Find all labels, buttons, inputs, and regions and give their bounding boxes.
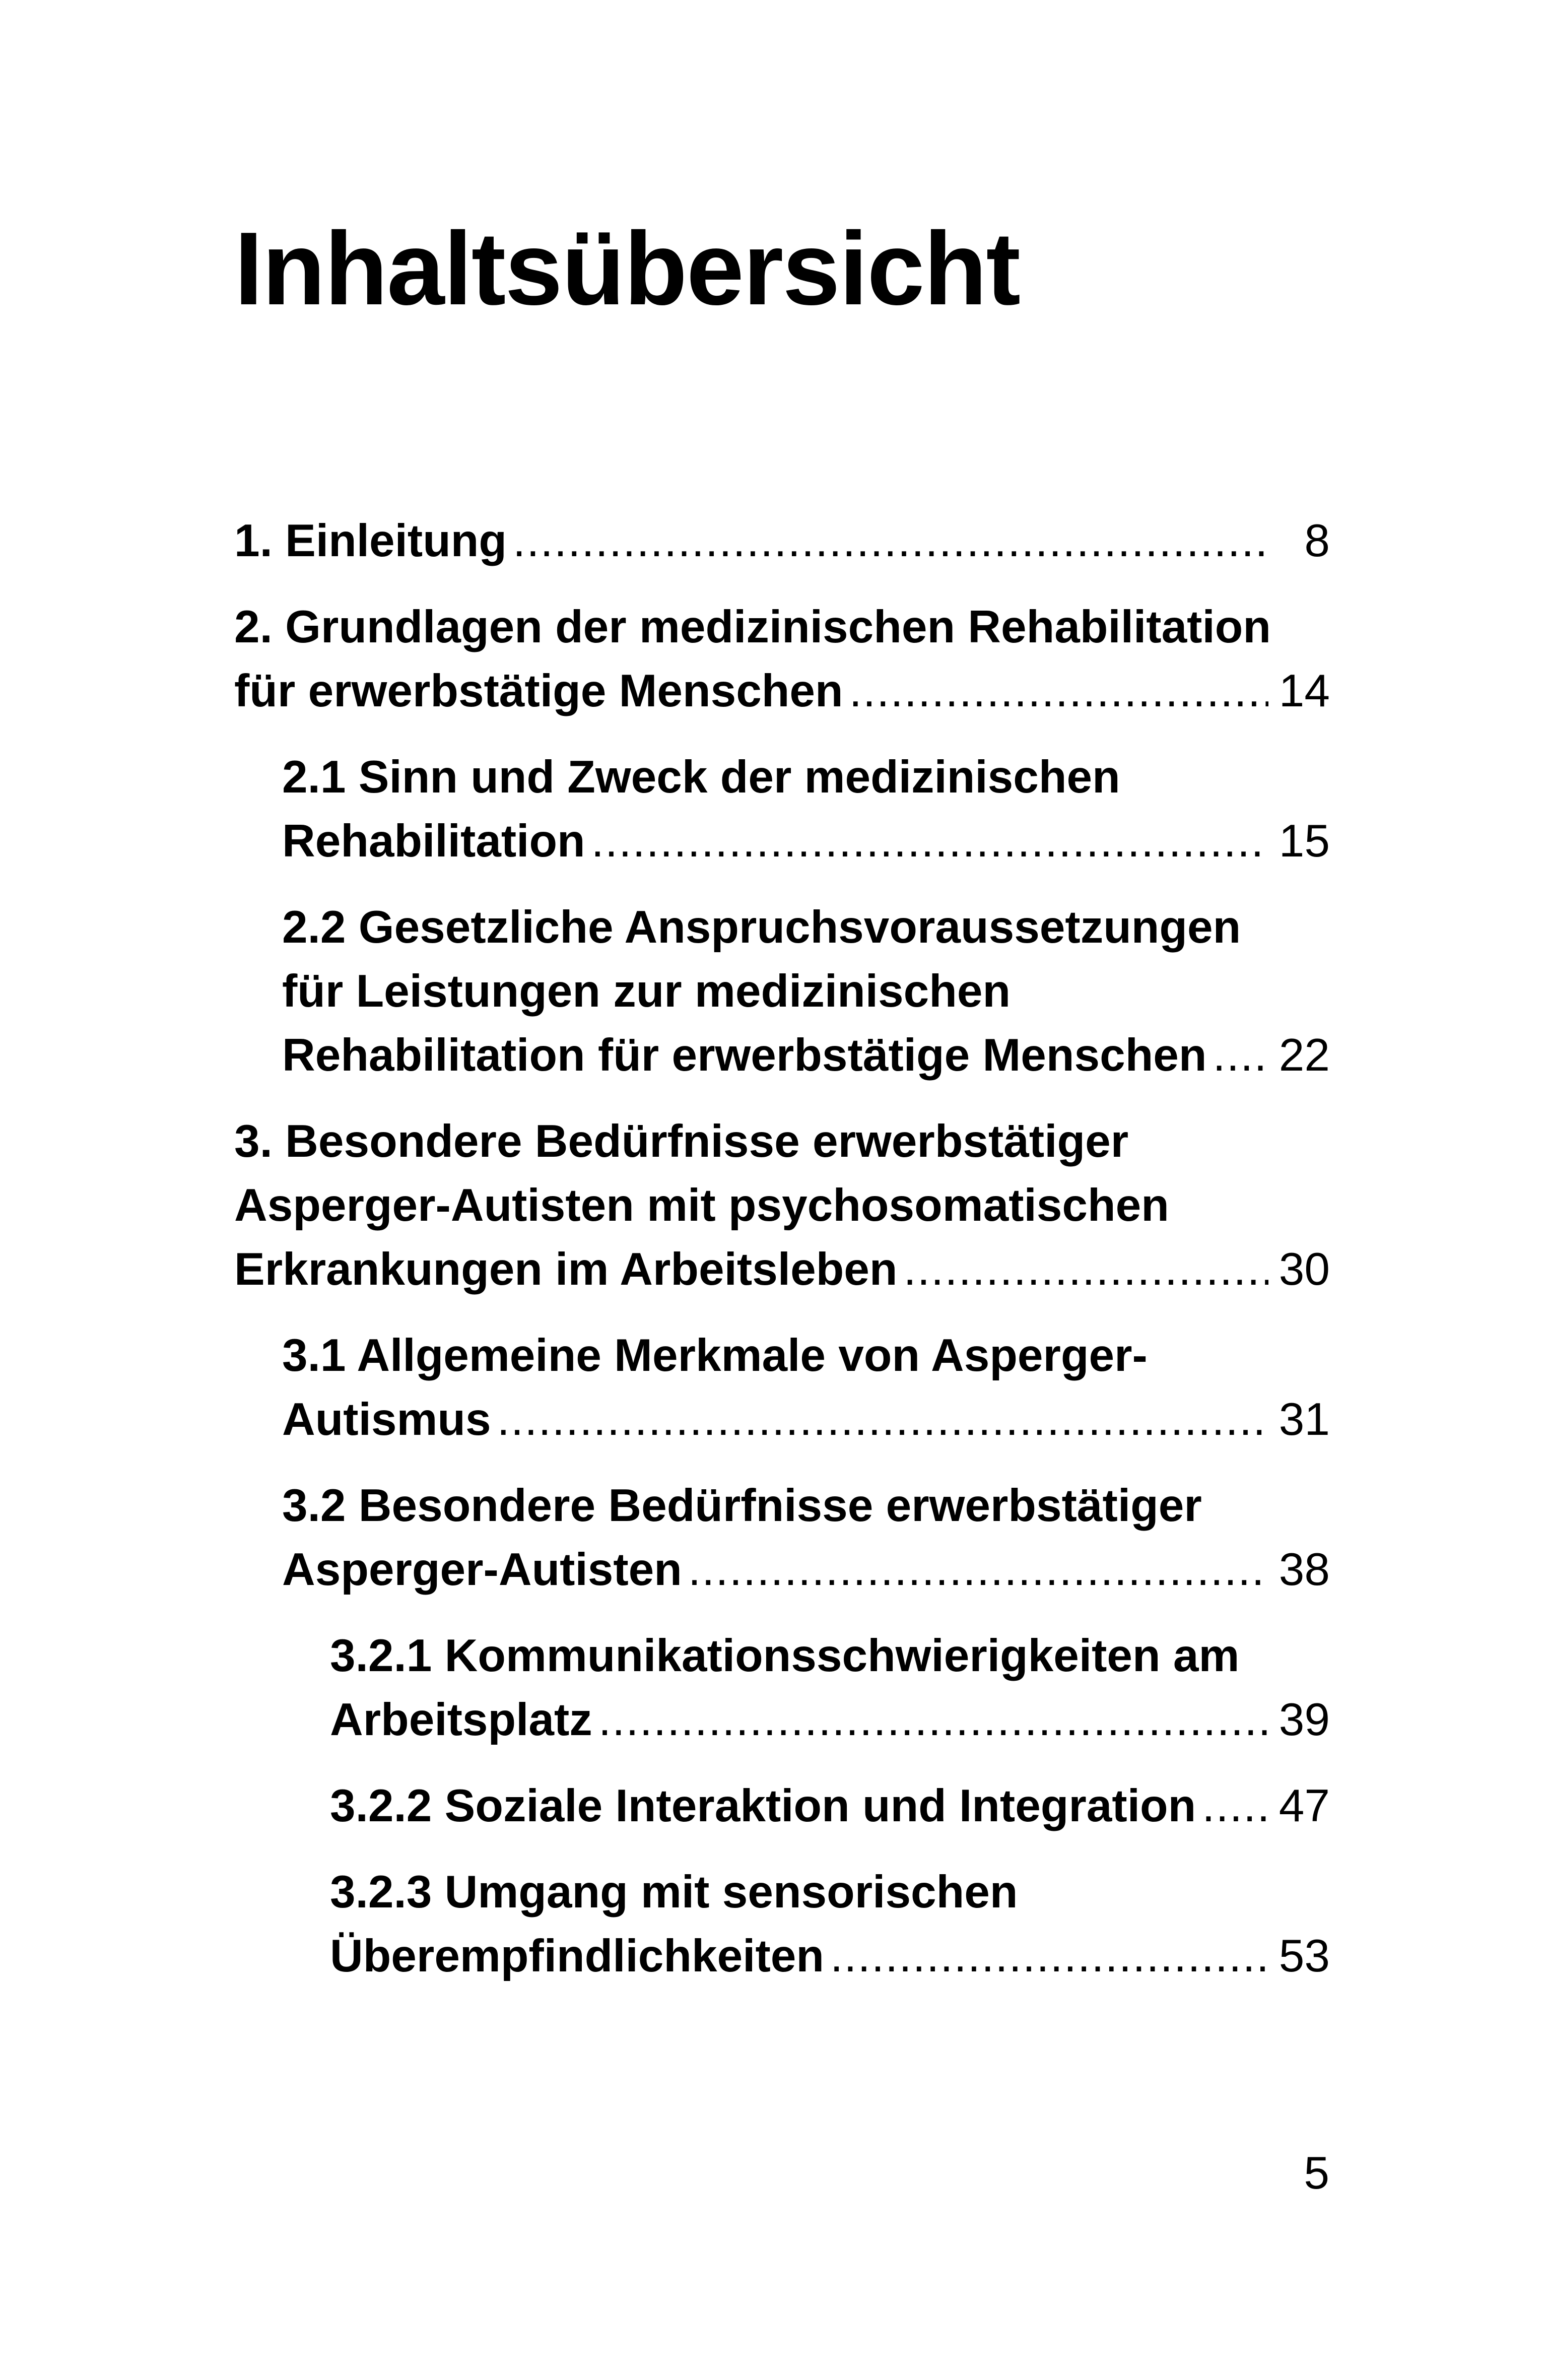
toc-entry[interactable] [234, 1774, 1330, 1838]
toc-entry-last-line [282, 1538, 1330, 1602]
toc-entry-last-line [234, 1237, 1330, 1301]
toc-entry-title-line: Autismus [282, 1394, 491, 1445]
toc-entry-title-line: 3.2.3 Umgang mit sensorischen [330, 1867, 1018, 1918]
dot-leader [598, 1688, 1268, 1752]
toc-entry-title-line: für Leistungen zur medizinischen [282, 966, 1011, 1017]
toc-entry-title-line: 3.1 Allgemeine Merkmale von Asperger- [282, 1330, 1148, 1381]
dot-leader [830, 1924, 1268, 1988]
dot-leader [688, 1538, 1268, 1602]
toc-entry[interactable] [234, 1324, 1330, 1451]
toc-entry[interactable] [234, 895, 1330, 1087]
dot-leader [591, 809, 1268, 873]
toc-entry-title-line: 2.1 Sinn und Zweck der medizinischen [282, 752, 1120, 803]
toc-entry[interactable] [234, 1624, 1330, 1752]
toc-page-number: 8 [1304, 515, 1330, 566]
toc-entry[interactable] [234, 1109, 1330, 1301]
toc-entry-title-line: für erwerbstätige Menschen [234, 666, 843, 716]
toc-entry-last-line [330, 1688, 1330, 1752]
toc-entry-title-line: 3. Besondere Bedürfnisse erwerbstätiger [234, 1116, 1129, 1167]
toc-entry-title-line: Arbeitsplatz [330, 1694, 592, 1745]
toc-entry-title-line: Asperger-Autisten mit psychosomatischen [234, 1180, 1169, 1231]
toc-entry-title-line: 3.2.1 Kommunikationsschwierigkeiten am [330, 1630, 1240, 1681]
toc-entry-title-line: Rehabilitation für erwerbstätige Menschen [282, 1030, 1207, 1081]
toc-page-number: 31 [1279, 1394, 1330, 1445]
toc-entry[interactable] [234, 1474, 1330, 1602]
toc-page-number: 38 [1279, 1544, 1330, 1595]
page-number: 5 [1304, 2148, 1329, 2199]
dot-leader [903, 1237, 1268, 1301]
toc-entry[interactable] [234, 745, 1330, 873]
toc-page-number: 39 [1279, 1694, 1330, 1745]
toc-entry-last-line [330, 1924, 1330, 1988]
toc-entry-last-line [282, 1387, 1330, 1451]
toc-entry-title-line: 3.2 Besondere Bedürfnisse erwerbstätiger [282, 1480, 1202, 1531]
toc-entry[interactable] [234, 509, 1330, 573]
toc-entry-title-line: Asperger-Autisten [282, 1544, 682, 1595]
toc-entry-title-line: 2. Grundlagen der medizinischen Rehabilitation [234, 602, 1271, 652]
toc-entry-last-line [234, 659, 1330, 723]
dot-leader [849, 659, 1268, 723]
toc-entry-last-line [234, 509, 1330, 573]
dot-leader [497, 1387, 1268, 1451]
toc-page-number: 15 [1279, 816, 1330, 867]
toc-entry-title-line: 2.2 Gesetzliche Anspruchsvoraussetzungen [282, 902, 1241, 953]
toc-page-number: 22 [1279, 1030, 1330, 1081]
toc-entry-last-line [330, 1774, 1330, 1838]
toc-entry-title-line: Erkrankungen im Arbeitsleben [234, 1244, 898, 1295]
toc-entry-title-line: 3.2.2 Soziale Interaktion und Integration [330, 1780, 1196, 1831]
toc-page-number: 53 [1279, 1931, 1330, 1981]
toc-entry-title-line: Rehabilitation [282, 816, 585, 867]
toc-entry-last-line [282, 1023, 1330, 1087]
table-of-contents [234, 509, 1330, 2010]
dot-leader [513, 509, 1268, 573]
toc-entry[interactable] [234, 1860, 1330, 1988]
page-title: Inhaltsübersicht [234, 211, 1020, 326]
toc-page-number: 14 [1279, 666, 1330, 716]
toc-entry-last-line [282, 809, 1330, 873]
toc-entry[interactable] [234, 595, 1330, 723]
toc-entry-title-line: Überempfindlichkeiten [330, 1931, 824, 1981]
toc-entry-title-line: 1. Einleitung [234, 515, 507, 566]
dot-leader [1202, 1774, 1268, 1838]
toc-page-number: 47 [1279, 1780, 1330, 1831]
toc-page-number: 30 [1279, 1244, 1330, 1295]
dot-leader [1213, 1023, 1268, 1087]
